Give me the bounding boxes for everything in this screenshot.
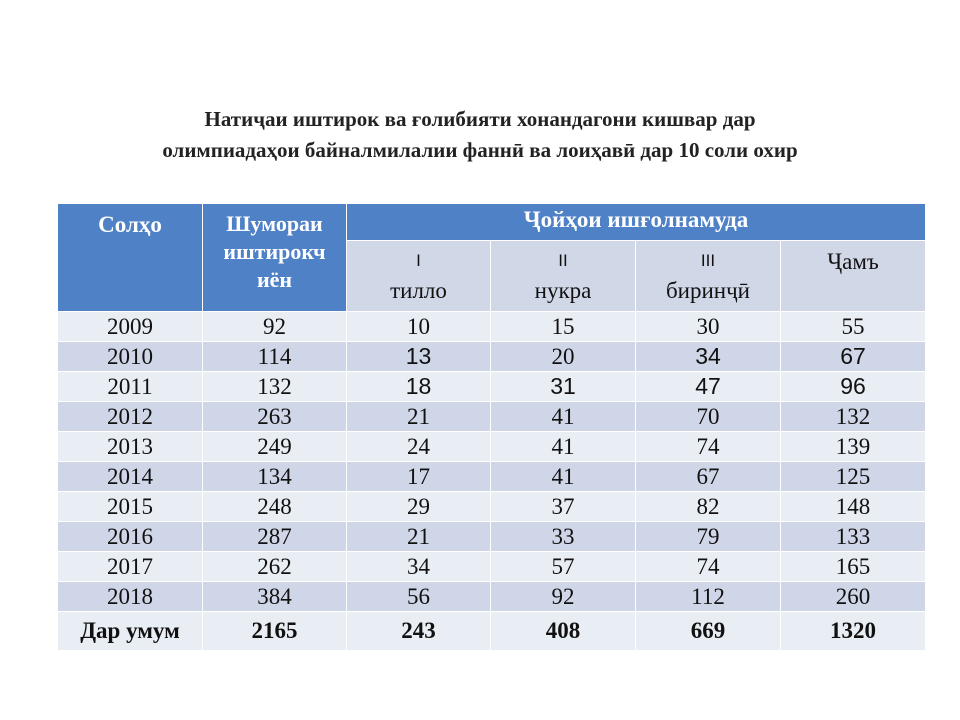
header-places: Ҷойҳои ишғолнамуда	[347, 204, 926, 241]
cell-participants: 263	[203, 402, 347, 432]
cell-gold: 10	[347, 312, 491, 342]
table-row	[58, 552, 926, 582]
table-row	[58, 372, 926, 402]
header-gold-roman: I	[416, 251, 421, 270]
cell-year: 2018	[58, 582, 203, 612]
cell-participants: 262	[203, 552, 347, 582]
cell-total: 67	[781, 342, 926, 372]
header-total: Ҷамъ	[781, 241, 926, 312]
cell-gold: 24	[347, 432, 491, 462]
cell-year: 2012	[58, 402, 203, 432]
cell-year: 2016	[58, 522, 203, 552]
cell-participants: 114	[203, 342, 347, 372]
cell-silver: 31	[491, 372, 636, 402]
table-row	[58, 432, 926, 462]
cell-gold: 21	[347, 522, 491, 552]
cell-participants: 249	[203, 432, 347, 462]
cell-participants: 248	[203, 492, 347, 522]
cell-total: 96	[781, 372, 926, 402]
cell-silver: 33	[491, 522, 636, 552]
cell-gold: 34	[347, 552, 491, 582]
cell-total: 133	[781, 522, 926, 552]
cell-gold: 18	[347, 372, 491, 402]
header-gold	[347, 241, 491, 312]
cell-gold: 21	[347, 402, 491, 432]
cell-bronze: 74	[636, 552, 781, 582]
header-participants: Шумораи иштирокч иён	[203, 204, 347, 312]
table-row	[58, 402, 926, 432]
cell-year: 2017	[58, 552, 203, 582]
cell-gold: 29	[347, 492, 491, 522]
cell-bronze: 30	[636, 312, 781, 342]
cell-bronze: 112	[636, 582, 781, 612]
header-silver	[491, 241, 636, 312]
title-line-1: Натиҷаи иштирок ва ғолибияти хонандагони кишвар дар	[204, 107, 756, 131]
page-title	[40, 104, 920, 166]
cell-total: 148	[781, 492, 926, 522]
cell-silver: 20	[491, 342, 636, 372]
table-row	[58, 522, 926, 552]
header-bronze	[636, 241, 781, 312]
cell-year: 2009	[58, 312, 203, 342]
cell-bronze: 82	[636, 492, 781, 522]
cell-gold: 13	[347, 342, 491, 372]
cell-participants: 132	[203, 372, 347, 402]
cell-year: 2011	[58, 372, 203, 402]
cell-silver: 41	[491, 462, 636, 492]
table-row	[58, 582, 926, 612]
cell-year: 2013	[58, 432, 203, 462]
summary-bronze: 669	[636, 612, 781, 651]
cell-bronze: 74	[636, 432, 781, 462]
cell-silver: 41	[491, 432, 636, 462]
title-line-2: олимпиадаҳои байналмилалии фаннӣ ва лоиҳавӣ дар 10 соли охир	[162, 138, 798, 162]
summary-gold: 243	[347, 612, 491, 651]
cell-total: 55	[781, 312, 926, 342]
cell-year: 2010	[58, 342, 203, 372]
cell-silver: 37	[491, 492, 636, 522]
cell-bronze: 79	[636, 522, 781, 552]
cell-silver: 15	[491, 312, 636, 342]
table-row	[58, 342, 926, 372]
header-bronze-label: биринҷӣ	[665, 278, 750, 303]
cell-total: 165	[781, 552, 926, 582]
cell-total: 139	[781, 432, 926, 462]
summary-silver: 408	[491, 612, 636, 651]
cell-silver: 41	[491, 402, 636, 432]
cell-participants: 92	[203, 312, 347, 342]
header-silver-roman: II	[558, 251, 568, 270]
cell-total: 125	[781, 462, 926, 492]
cell-gold: 17	[347, 462, 491, 492]
cell-participants: 384	[203, 582, 347, 612]
summary-participants: 2165	[203, 612, 347, 651]
cell-total: 132	[781, 402, 926, 432]
cell-bronze: 34	[636, 342, 781, 372]
cell-participants: 287	[203, 522, 347, 552]
cell-year: 2015	[58, 492, 203, 522]
header-bronze-roman: III	[700, 251, 716, 270]
summary-row	[58, 612, 926, 651]
header-year: Солҳо	[58, 204, 203, 312]
cell-silver: 57	[491, 552, 636, 582]
cell-bronze: 67	[636, 462, 781, 492]
cell-participants: 134	[203, 462, 347, 492]
cell-year: 2014	[58, 462, 203, 492]
cell-total: 260	[781, 582, 926, 612]
cell-bronze: 47	[636, 372, 781, 402]
cell-bronze: 70	[636, 402, 781, 432]
cell-gold: 56	[347, 582, 491, 612]
table-row	[58, 492, 926, 522]
table-row	[58, 462, 926, 492]
header-silver-label: нукра	[534, 278, 592, 303]
cell-silver: 92	[491, 582, 636, 612]
table-row	[58, 312, 926, 342]
header-gold-label: тилло	[390, 278, 447, 303]
results-table	[57, 203, 926, 651]
summary-label: Дар умум	[58, 612, 203, 651]
summary-total: 1320	[781, 612, 926, 651]
